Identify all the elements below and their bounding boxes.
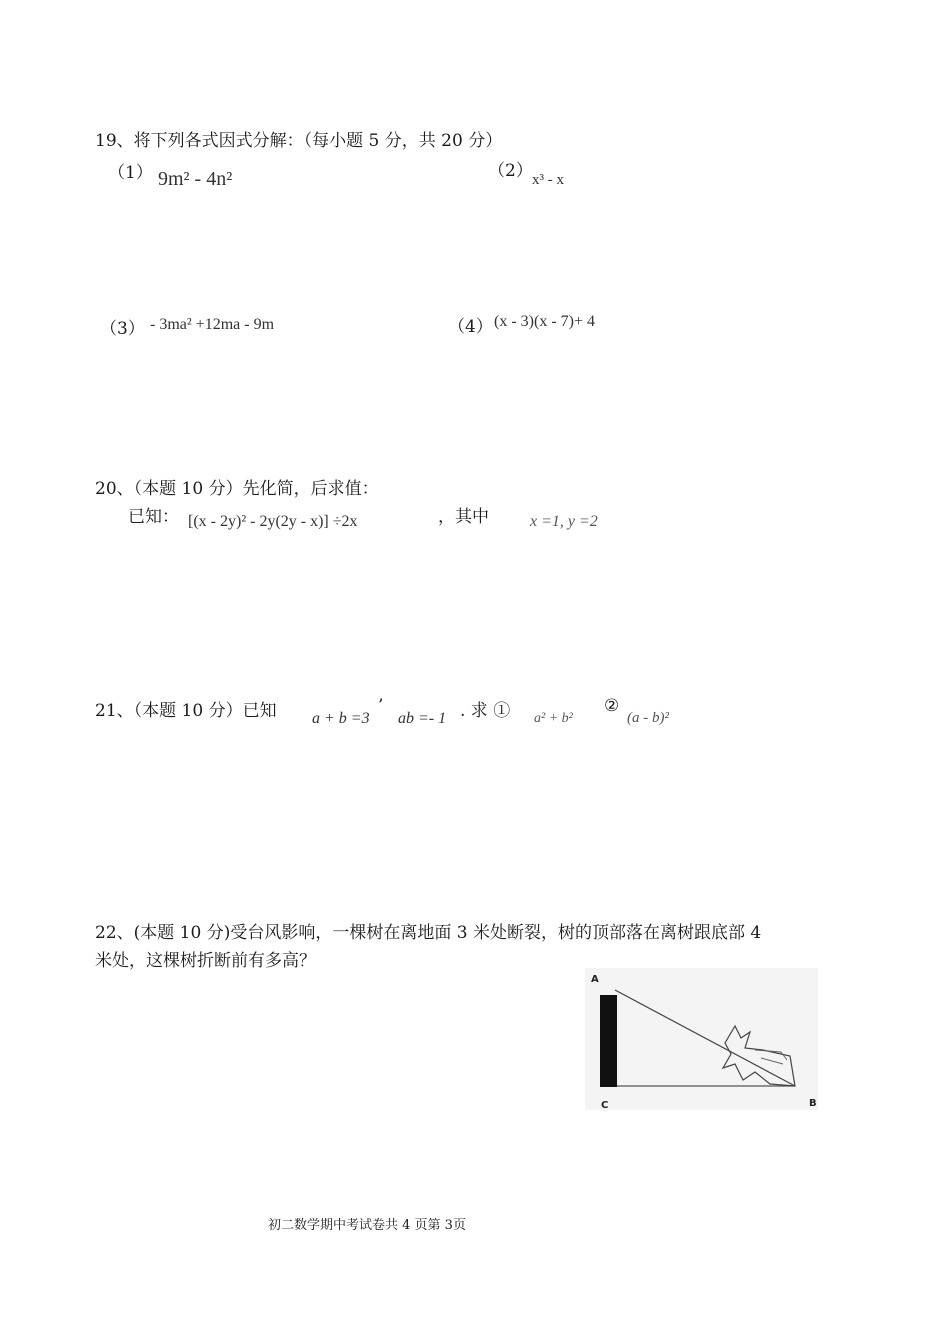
broken-tree-diagram [585, 968, 818, 1110]
q19-title: 19、将下列各式因式分解：（每小题 5 分，共 20 分） [95, 131, 503, 151]
q19-part3-label: （3） [100, 319, 145, 339]
q20-values: x =1, y =2 [530, 513, 598, 530]
broken-tree-figure [585, 968, 818, 1110]
fallen-top-line [615, 990, 795, 1086]
q21-mark2: ② [604, 696, 620, 716]
q22-line2: 米处，这棵树折断前有多高？ [95, 951, 316, 971]
q20-where-label: ，其中 [438, 507, 489, 527]
q19-part1-expression: 9m² - 4n² [158, 168, 233, 190]
q21-ask: . 求 ① [460, 701, 511, 721]
q19-part2-expression: x³ - x [532, 172, 564, 188]
q19-part4-expression: (x - 3)(x - 7)+ 4 [494, 313, 595, 330]
q20-title: 20、（本题 10 分）先化简，后求值： [95, 479, 379, 499]
q21-expression1: a² + b² [534, 711, 573, 726]
q21-condition1: a + b =3 [312, 710, 370, 727]
q21-condition2: ab =- 1 [398, 710, 447, 727]
q21-expression2: (a - b)² [627, 710, 669, 726]
label-c: C [601, 1100, 609, 1110]
q19-part4-label: （4） [448, 317, 493, 337]
q19-part3-expression: - 3ma² +12ma - 9m [150, 316, 275, 333]
q22-line1: 22、(本题 10 分)受台风影响，一棵树在离地面 3 米处断裂，树的顶部落在离树跟底部 4 [95, 923, 762, 943]
q21-title: 21、（本题 10 分）已知 [95, 701, 277, 721]
q19-part2-label: （2） [488, 161, 533, 181]
label-b: B [809, 1098, 817, 1109]
page-footer: 初二数学期中考试卷共 4 页第 3页 [268, 1218, 466, 1233]
q21-separator: ’ [378, 696, 384, 716]
q19-part1-label: （1） [108, 163, 153, 183]
label-a: A [591, 974, 599, 985]
tree-trunk [600, 995, 617, 1087]
q20-given-label: 已知： [128, 507, 179, 527]
q20-expression: [(x - 2y)² - 2y(2y - x)] ÷2x [188, 513, 358, 530]
